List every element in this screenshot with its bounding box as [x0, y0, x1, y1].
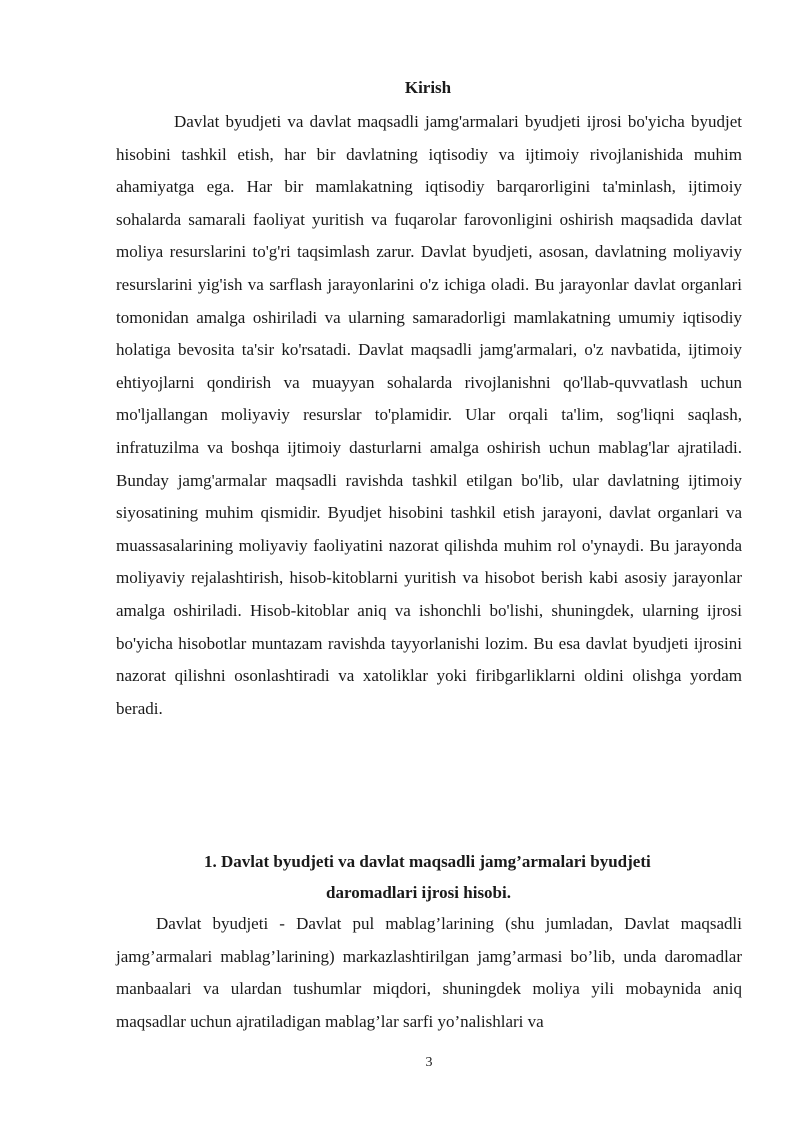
section-heading — [116, 846, 742, 908]
section-heading-line2: daromadlari ijrosi hisobi. — [326, 883, 511, 902]
page-number: 3 — [425, 1055, 433, 1070]
section-heading-line1: 1. Davlat byudjeti va davlat maqsadli jamg’armalari byudjeti — [204, 852, 651, 871]
intro-paragraph: Davlat byudjeti va davlat maqsadli jamg'armalari byudjeti ijrosi bo'yicha byudjet hisobini tashkil etish, har bir davlatning iqtisodiy va ijtimoiy rivojlanishida muhim ahamiyatga ega. Har bir mamlakatning iqtisodiy barqarorligini ta'minlash, ijtimoiy sohalarda samarali faoliyat yuritish va fuqarolar farovonligini oshirish maqsadida davlat moliya resurslarini to'g'ri taqsimlash zarur. Davlat byudjeti, asosan, davlatning moliyaviy resurslarini yig'ish va sarflash jarayonlarini o'z ichiga oladi. Bu jarayonlar davlat organlari tomonidan amalga oshiriladi va ularning samaradorligi mamlakatning umumiy iqtisodiy holatiga bevosita ta'sir ko'rsatadi. Davlat maqsadli jamg'armalari, o'z navbatida, ijtimoiy ehtiyojlarni qondirish va muayyan sohalarda rivojlanishni qo'llab-quvvatlash uchun mo'ljallangan moliyaviy resurslar to'plamidir. Ular orqali ta'lim, sog'liqni saqlash, infratuzilma va boshqa ijtimoiy dasturlarni amalga oshirish uchun mablag'lar ajratiladi. Bunday jamg'armalar maqsadli ravishda tashkil etilgan bo'lib, ular davlatning ijtimoiy siyosatining muhim qismidir. Byudjet hisobini tashkil etish jarayoni, davlat organlari va muassasalarining moliyaviy faoliyatini nazorat qilishda muhim rol o'ynaydi. Bu jarayonda moliyaviy rejalashtirish, hisob-kitoblarni yuritish va hisobot berish kabi asosiy jarayonlar amalga oshiriladi. Hisob-kitoblar aniq va ishonchli bo'lishi, shuningdek, ularning ijrosi bo'yicha hisobotlar muntazam ravishda tayyorlanishi lozim. Bu esa davlat byudjeti ijrosini nazorat qilishni osonlashtiradi va xatoliklar yoki firibgarliklarni oldini olishga yordam beradi. — [116, 112, 742, 718]
intro-heading: Kirish — [404, 78, 452, 97]
section-paragraph: Davlat byudjeti - Davlat pul mablag’larining (shu jumladan, Davlat maqsadli jamg’armalari mablag’larining) markazlashtirilgan jamg’armasi bo’lib, unda daromadlar manbaalari va ulardan tushumlar miqdori, shuningdek moliya yili mobaynida aniq maqsadlar uchun ajratiladigan mablag’lar sarfi yo’nalishlari va — [116, 914, 742, 1031]
